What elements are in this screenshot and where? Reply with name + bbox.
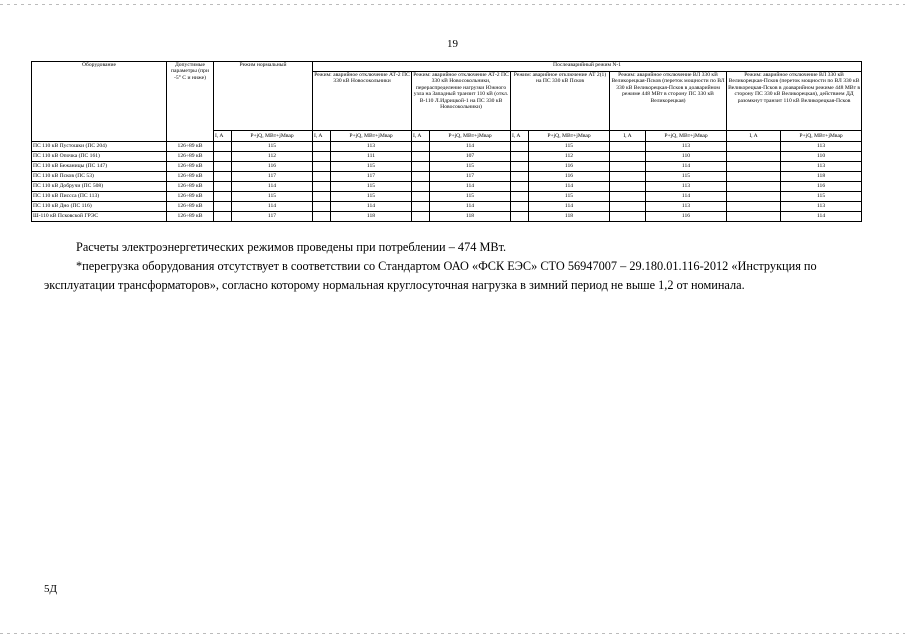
table-body [32,142,862,222]
row-voltage-value: 112 [232,152,313,162]
row-voltage-value: 115 [781,192,862,202]
row-current-cell [412,142,430,152]
row-voltage-value: 114 [232,202,313,212]
row-voltage-value: 114 [646,192,727,202]
row-voltage-value: 117 [232,172,313,182]
row-equipment-name: ПС 110 кВ Дно (ПС 116) [32,202,167,212]
header-equipment: Оборудование [32,62,167,142]
row-current-cell [727,152,781,162]
row-current-cell [214,152,232,162]
row-current-cell [214,172,232,182]
row-voltage-value: 112 [529,152,610,162]
row-current-cell [727,162,781,172]
row-voltage-value: 115 [529,142,610,152]
row-voltage-value: 117 [331,172,412,182]
row-current-cell [511,182,529,192]
mode-header-2: Режим: аварийное отключение АТ-2 ПС 330 кВ Новосокольники, перераспределение нагрузки Южного узла на Западный транзит 110 кВ (откл. В-110 Л.Идрицкой-1 на ПС 330 кВ Новосокольники) [412,72,511,131]
row-param: 126÷89 кВ [167,192,214,202]
row-voltage-value: 114 [430,142,511,152]
row-current-cell [511,162,529,172]
row-voltage-value: 118 [781,172,862,182]
row-current-cell [313,182,331,192]
row-current-cell [727,192,781,202]
row-current-cell [727,212,781,222]
row-voltage-value: 114 [232,182,313,192]
row-voltage-value: 113 [781,162,862,172]
row-voltage-value: 115 [646,172,727,182]
note-consumption: Расчеты электроэнергетических режимов проведены при потреблении – 474 МВт. [76,240,507,254]
row-voltage-value: 115 [430,192,511,202]
row-current-cell [412,182,430,192]
row-current-cell [727,172,781,182]
row-voltage-value: 115 [232,192,313,202]
row-voltage-value: 111 [331,152,412,162]
row-current-cell [511,172,529,182]
row-voltage-value: 113 [781,202,862,212]
row-param: 126÷89 кВ [167,142,214,152]
mode-header-4: Режим: аварийное отключение ВЛ 330 кВ Великорецкая-Псков (переток мощности по ВЛ 330 кВ Великорецкая-Псков в доаварийном режиме 448 МВт в сторону ПС 330 кВ Великорецкая) [610,72,727,131]
row-voltage-value: 116 [781,182,862,192]
row-voltage-value: 114 [529,202,610,212]
mode-header-1: Режим: аварийное отключение АТ-2 ПС 330 кВ Новосокольники [313,72,412,131]
table-row [32,182,862,192]
row-current-cell [214,162,232,172]
row-voltage-value: 118 [430,212,511,222]
row-current-cell [214,212,232,222]
row-current-cell [313,202,331,212]
row-voltage-value: 115 [331,162,412,172]
table-row [32,172,862,182]
row-current-cell [412,162,430,172]
row-current-cell [727,182,781,192]
voltage-table [31,61,862,222]
subheader-power: P+jQ, МВт+jМвар [232,131,313,142]
row-current-cell [313,152,331,162]
subheader-current: I, A [313,131,331,142]
row-current-cell [214,142,232,152]
subheader-current: I, A [214,131,232,142]
row-voltage-value: 115 [232,142,313,152]
row-voltage-value: 113 [781,142,862,152]
subheader-current: I, A [727,131,781,142]
subheader-power: P+jQ, МВт+jМвар [529,131,610,142]
row-voltage-value: 116 [529,172,610,182]
row-current-cell [610,202,646,212]
row-voltage-value: 117 [430,172,511,182]
row-current-cell [610,162,646,172]
subheader-power: P+jQ, МВт+jМвар [781,131,862,142]
scan-edge-top [0,4,905,5]
row-current-cell [412,152,430,162]
note-overload: *перегрузка оборудования отсутствует в соответствии со Стандартом ОАО «ФСК ЕЭС» СТО 56947007 – 29.180.01.116-2012 «Инструкция по эксплуатации трансформаторов», согласно которому нормальная круглосуточная нагрузка в зимний период не выше 1,2 от номинала. [44,259,817,292]
mode-header-5: Режим: аварийное отключение ВЛ 330 кВ Великорецкая-Псков (переток мощности по ВЛ 330 кВ Великорецкая-Псков в доаварийном режиме 448 МВт в сторону ПС 330 кВ Великорецкая), действием ДД разомкнут транзит 110 кВ Великорецкая-Псков [727,72,862,131]
row-voltage-value: 117 [232,212,313,222]
subheader-current: I, A [412,131,430,142]
row-equipment-name: ПС 110 кВ Добручи (ПС 508) [32,182,167,192]
subheader-current: I, A [511,131,529,142]
row-voltage-value: 114 [331,202,412,212]
row-current-cell [412,192,430,202]
row-current-cell [214,202,232,212]
row-current-cell [313,172,331,182]
row-voltage-value: 115 [331,182,412,192]
row-param: 126÷89 кВ [167,212,214,222]
row-current-cell [214,182,232,192]
header-params: Допустимые параметры (при -5° С и ниже) [167,62,214,142]
row-voltage-value: 110 [781,152,862,162]
row-current-cell [511,152,529,162]
row-current-cell [313,192,331,202]
header-post-emergency: Послеаварийный режим N-1 [313,62,862,72]
row-current-cell [214,192,232,202]
row-current-cell [727,142,781,152]
row-equipment-name: ПС 110 кВ Опочка (ПС 161) [32,152,167,162]
row-current-cell [610,172,646,182]
row-current-cell [313,212,331,222]
row-equipment-name: ПС 110 кВ Бежаницы (ПС 147) [32,162,167,172]
row-current-cell [511,202,529,212]
row-current-cell [313,142,331,152]
row-voltage-value: 113 [646,182,727,192]
row-voltage-value: 118 [529,212,610,222]
header-normal-mode: Режим нормальный [214,62,313,131]
row-current-cell [511,212,529,222]
row-current-cell [610,182,646,192]
row-current-cell [511,192,529,202]
scan-edge-bottom [0,633,905,634]
row-voltage-value: 107 [430,152,511,162]
row-param: 126÷89 кВ [167,202,214,212]
row-voltage-value: 114 [781,212,862,222]
row-voltage-value: 115 [430,162,511,172]
row-voltage-value: 116 [529,162,610,172]
mode-header-3: Режим: аварийное отключение АТ 2(1) на ПС 330 кВ Псков [511,72,610,131]
row-current-cell [412,172,430,182]
row-voltage-value: 114 [646,162,727,172]
row-param: 126÷89 кВ [167,182,214,192]
table-row [32,212,862,222]
row-current-cell [727,202,781,212]
row-current-cell [412,212,430,222]
row-voltage-value: 110 [646,152,727,162]
row-voltage-value: 114 [430,202,511,212]
row-param: 126÷89 кВ [167,152,214,162]
row-param: 126÷89 кВ [167,162,214,172]
row-current-cell [412,202,430,212]
row-equipment-name: ПС 110 кВ Пустошки (ПС 204) [32,142,167,152]
row-voltage-value: 116 [646,212,727,222]
row-param: 126÷89 кВ [167,172,214,182]
row-voltage-value: 115 [529,192,610,202]
row-voltage-value: 115 [331,192,412,202]
row-voltage-value: 113 [331,142,412,152]
row-voltage-value: 113 [646,142,727,152]
row-equipment-name: ПС 110 кВ Писсса (ПС 113) [32,192,167,202]
table-row [32,192,862,202]
subheader-power: P+jQ, МВт+jМвар [430,131,511,142]
subheader-power: P+jQ, МВт+jМвар [331,131,412,142]
row-voltage-value: 114 [430,182,511,192]
row-equipment-name: Ш-110 кВ Псковской ГРЭС [32,212,167,222]
table-row [32,142,862,152]
row-current-cell [610,152,646,162]
row-current-cell [511,142,529,152]
subheader-current: I, A [610,131,646,142]
row-current-cell [610,192,646,202]
footer-code: 5Д [44,583,58,595]
row-equipment-name: ПС 110 кВ Псков (ПС 53) [32,172,167,182]
row-voltage-value: 114 [529,182,610,192]
page-number: 19 [447,38,458,50]
row-voltage-value: 116 [232,162,313,172]
table-row [32,202,862,212]
table-row [32,162,862,172]
row-current-cell [610,142,646,152]
notes [44,238,864,295]
row-voltage-value: 113 [646,202,727,212]
row-current-cell [610,212,646,222]
row-current-cell [313,162,331,172]
subheader-power: P+jQ, МВт+jМвар [646,131,727,142]
table-row [32,152,862,162]
row-voltage-value: 118 [331,212,412,222]
